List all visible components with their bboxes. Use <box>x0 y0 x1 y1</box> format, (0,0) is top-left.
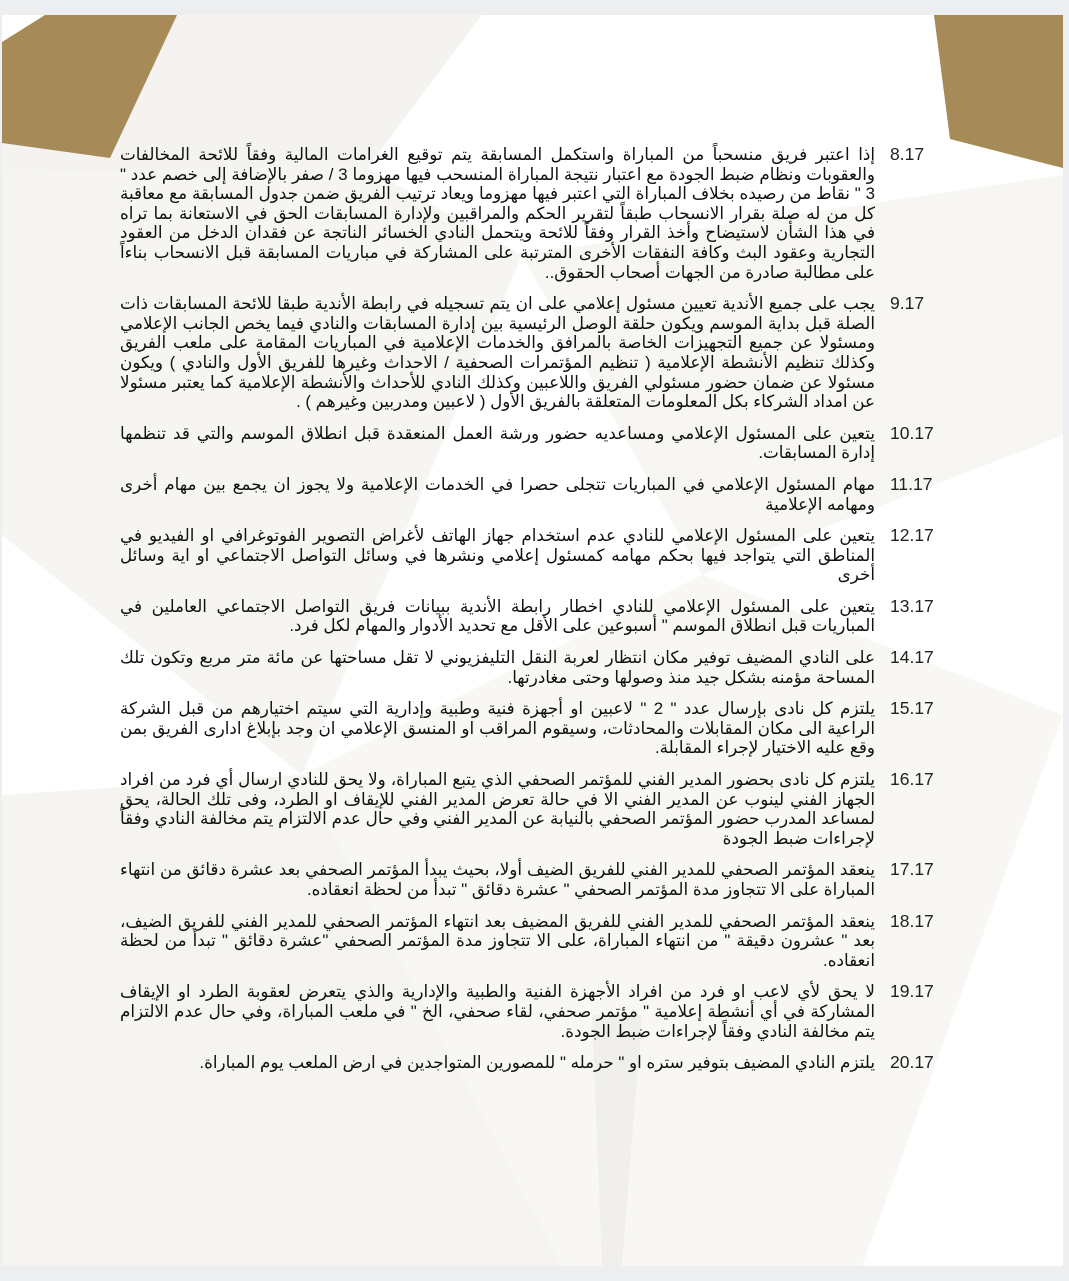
clause-number: 8.17 <box>890 144 925 164</box>
document-page <box>2 15 1063 1266</box>
clauses-list <box>2 15 1063 1095</box>
clause-11-17 <box>120 475 950 514</box>
clause-15-17 <box>120 699 950 758</box>
clause-number: 18.17 <box>890 910 934 931</box>
clause-number: 15.17 <box>890 698 934 719</box>
clause-number: 14.17 <box>890 647 934 668</box>
clause-19-17 <box>120 982 950 1041</box>
clause-9-17 <box>120 294 950 412</box>
clause-12-17 <box>120 526 950 585</box>
clause-number: 13.17 <box>890 595 934 616</box>
clause-text: إذا اعتبر فريق منسحباً من المباراة واستكمل المسابقة يتم توقيع الغرامات المالية وفقاً للائحة المخالفات والعقوبات ونظام ضبط الجودة مع اعتبار نتيجة المباراة المنسحب فيها مهزوما 3 / صفر بالإضافة إلى خصم عدد " 3 " نقاط من رصيده بخلاف المباراة التي اعتبر فيها مهزوما ويعاد ترتيب الفريق ضمن جدول المسابقة مع معاقبة كل من له صلة بقرار الانسحاب طبقاً لتقرير الحكم والمراقبين ولإدارة المسابقات الحق في الاستعانة بما تراه في هذا الشأن لاستيضاح وأخذ القرار وفقاً للائحة ويتحمل النادي الخسائر الناتجة عن فقدان الدخل من العقود التجارية وعقود البث وكافة النفقات الأخرى المترتبة على المشاركة في مباريات المسابقة قبل الانسحاب بناءاً على مطالبة صادرة من الجهات أصحاب الحقوق.. <box>120 145 875 282</box>
clause-text: يلتزم كل نادى بإرسال عدد " 2 " لاعبين او أجهزة فنية وطبية وإدارية التي سيتم اختيارهم من قبل الشركة الراعية الى مكان المقابلات والمحادثات، وسيقوم المراقب او المنسق الإعلامي ان وجد بإبلاغ ادارى الفريق بمن وقع عليه الاختيار لإجراء المقابلة. <box>120 699 875 758</box>
clause-text: ينعقد المؤتمر الصحفي للمدير الفني للفريق المضيف بعد انتهاء المؤتمر الصحفي للمدير الفني للفريق الضيف، بعد " عشرون دقيقة " من انتهاء المباراة، على الا تتجاوز مدة المؤتمر الصحفي "عشرة دقائق " تبدأ من لحظة انعقاده. <box>120 911 875 970</box>
clause-text: يتعين على المسئول الإعلامي ومساعديه حضور ورشة العمل المنعقدة قبل انطلاق الموسم والتي قد تنظمها إدارة المسابقات. <box>120 423 875 463</box>
clause-text: يجب على جميع الأندية تعيين مسئول إعلامي على ان يتم تسجيله في رابطة الأندية طبقا للائحة المسابقات ذات الصلة قبل بداية الموسم ويكون حلقة الوصل الرئيسية بين إدارة المسابقات والنادي فيما يخص الجانب الإعلامي ومسئولا عن جميع التجهيزات الخاصة بالمرافق والخدمات الإعلامية في المباريات المقامة على ملعب الفريق وكذلك تنظيم الأنشطة الإعلامية ( تنظيم المؤتمرات الصحفية / الاحداث وغيرها للفريق الأول والنادي ) ويكون مسئولا عن ضمان حضور مسئولي الفريق واللاعبين وكذلك النادي للأحداث والأنشطة الإعلامية كما يعتبر مسئولا عن امداد الشركاء بكل المعلومات المتعلقة بالفريق الأول ( لاعبين ومدربين وغيرهم ) . <box>120 294 875 412</box>
clause-text: على النادي المضيف توفير مكان انتظار لعربة النقل التليفزيوني لا تقل مساحتها عن مائة متر مربع وتكون تلك المساحة مؤمنه بشكل جيد منذ وصولها وحتى مغادرتها. <box>120 648 875 687</box>
clause-number: 20.17 <box>890 1052 934 1073</box>
clause-10-17 <box>120 424 950 463</box>
clause-16-17 <box>120 770 950 848</box>
clause-14-17 <box>120 648 950 687</box>
clause-number: 17.17 <box>890 859 934 880</box>
clause-text: يتعين على المسئول الإعلامي للنادي عدم استخدام جهاز الهاتف لأغراض التصوير الفوتوغرافي او الفيديو في المناطق التي يتواجد فيها بحكم مهامه كمسئول إعلامي ونشرها في وسائل التواصل الاجتماعي او اية وسائل أخرى <box>120 526 875 585</box>
clause-text: يلتزم كل نادى بحضور المدير الفني للمؤتمر الصحفي الذي يتبع المباراة، ولا يحق للنادي ارسال أي فرد من افراد الجهاز الفني لينوب عن المدير الفني الا في حالة تعرض المدير الفني للإيقاف او الطرد، وفى تلك الحالة، يحق لمساعد المدرب حضور المؤتمر الصحفي بالنيابة عن المدير الفني وفي حال عدم الالتزام يتم مخالفة النادي وفقاً لإجراءات ضبط الجودة <box>120 770 875 848</box>
clause-number: 12.17 <box>890 525 934 546</box>
clause-number: 11.17 <box>890 473 933 494</box>
clause-text: يلتزم النادي المضيف بتوفير ستره او " حرمله " للمصورين المتواجدين في ارض الملعب يوم المباراة. <box>199 1053 875 1073</box>
clause-text: مهام المسئول الإعلامي في المباريات تتجلى حصرا في الخدمات الإعلامية ولا يجوز ان يجمع بين مهام أخرى ومهامه الإعلامية <box>120 474 875 514</box>
clause-number: 9.17 <box>890 293 925 314</box>
clause-20-17 <box>120 1053 950 1073</box>
clause-number: 16.17 <box>890 769 934 790</box>
clause-number: 10.17 <box>890 422 934 443</box>
clause-8-17 <box>120 145 950 282</box>
clause-18-17 <box>120 912 950 971</box>
clause-number: 19.17 <box>890 981 934 1002</box>
clause-text: يتعين على المسئول الإعلامي للنادي اخطار رابطة الأندية ببيانات فريق التواصل الاجتماعي العاملين في المباريات قبل انطلاق الموسم " أسبوعين على الأقل مع تحديد الأدوار والمهام لكل فرد. <box>120 596 875 636</box>
clause-13-17 <box>120 597 950 636</box>
clause-text: ينعقد المؤتمر الصحفي للمدير الفني للفريق الضيف أولا، بحيث يبدأ المؤتمر الصحفي بعد عشرة دقائق من انتهاء المباراة على الا تتجاوز مدة المؤتمر الصحفي " عشرة دقائق " تبدأ من لحظة انعقاده. <box>120 860 875 899</box>
clause-text: لا يحق لأي لاعب او فرد من افراد الأجهزة الفنية والطبية والإدارية والذي يتعرض لعقوبة الطرد او الإيقاف المشاركة في أي أنشطة إعلامية " مؤتمر صحفي، لقاء صحفي، الخ " في ملعب المباراة، وفي حال عدم الالتزام يتم مخالفة النادي وفقاً لإجراءات ضبط الجودة. <box>120 982 875 1041</box>
clause-17-17 <box>120 860 950 899</box>
